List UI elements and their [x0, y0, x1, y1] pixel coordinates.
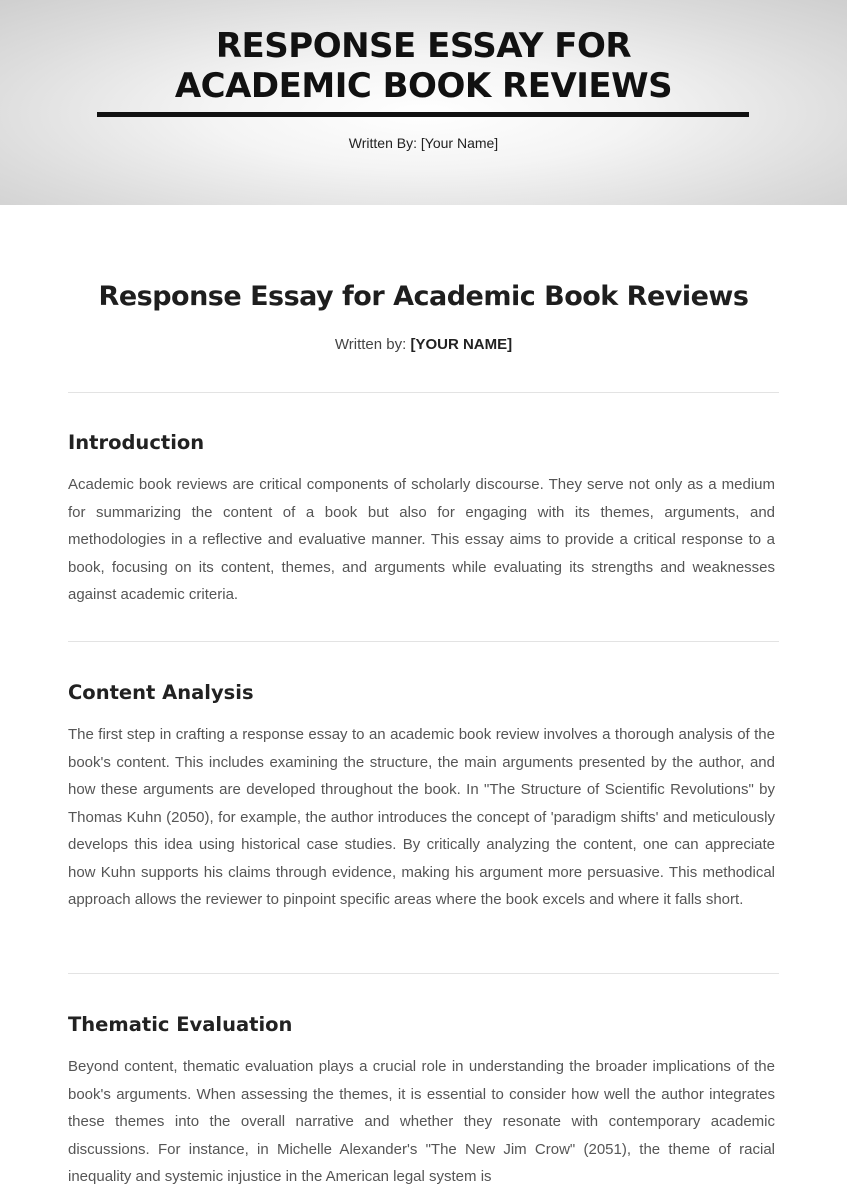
document-author — [0, 336, 847, 353]
section-heading-content-analysis: Content Analysis — [68, 681, 254, 704]
banner-divider — [97, 112, 749, 117]
banner-title-line-2: ACADEMIC BOOK REVIEWS — [174, 66, 673, 106]
section-body-introduction: Academic book reviews are critical components of scholarly discourse. They serve not only as a medium for summarizing the content of a book but also for engaging with its themes, arguments, and methodologies in a reflective and evaluative manner. This essay aims to provide a critical response to a book, focusing on its content, themes, and arguments while evaluating its strengths and weaknesses against academic criteria. — [68, 476, 775, 603]
author-label: Written by: — [334, 336, 407, 353]
header-banner — [0, 0, 847, 205]
banner-title — [0, 26, 847, 106]
section-body-content-analysis: The first step in crafting a response essay to an academic book review involves a thorough analysis of the book's content. This includes examining the structure, the main arguments presented by the author, and how these arguments are developed throughout the book. In "The Structure of Scientific Revolutions" by Thomas Kuhn (2050), for example, the author introduces the concept of 'paradigm shifts' and meticulously develops this idea using historical case studies. By critically analyzing the content, one can appreciate how Kuhn supports his claims through evidence, making his argument more persuasive. This methodical approach allows the reviewer to pinpoint specific areas where the book excels and where it falls short. — [68, 726, 775, 908]
section-heading-thematic-evaluation: Thematic Evaluation — [68, 1013, 293, 1036]
section-divider — [68, 392, 779, 393]
banner-title-line-1: RESPONSE ESSAY FOR — [215, 26, 632, 66]
section-body-thematic-evaluation: Beyond content, thematic evaluation plays a crucial role in understanding the broader implications of the book's arguments. When assessing the themes, it is essential to consider how well the author integrates these themes into the overall narrative and whether they resonate with contemporary academic discussions. For instance, in Michelle Alexander's "The New Jim Crow" (2051), the theme of racial inequality and systemic injustice in the American legal system is — [68, 1058, 775, 1185]
section-divider — [68, 641, 779, 642]
section-heading-introduction: Introduction — [68, 431, 205, 454]
document-title: Response Essay for Academic Book Reviews — [98, 281, 749, 312]
section-divider — [68, 973, 779, 974]
author-name: [YOUR NAME] — [410, 336, 513, 353]
banner-author: Written By: [Your Name] — [348, 135, 499, 151]
